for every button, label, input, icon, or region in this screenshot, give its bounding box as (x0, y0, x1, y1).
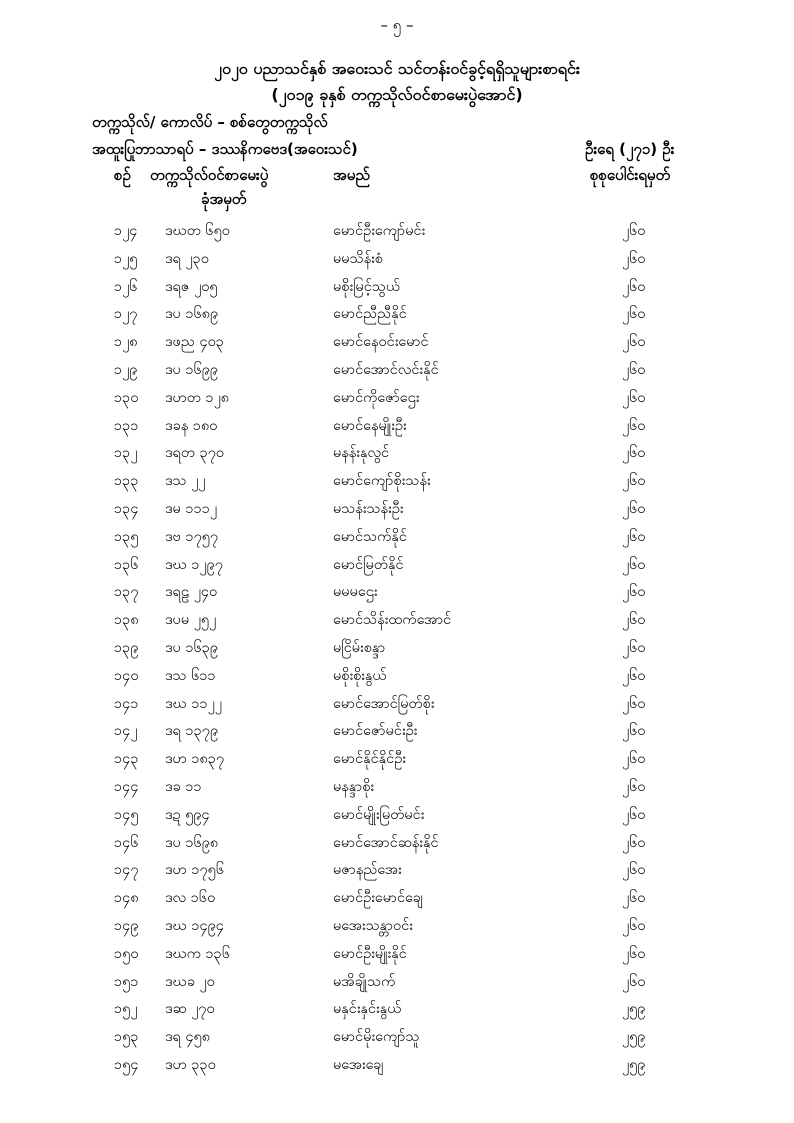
total-marks: ၂၆၀ (622, 667, 646, 684)
roll-number: ဒမ ၁၁၁၂ (165, 500, 218, 517)
student-name: မောင်ဦးမျိုးနိုင် (333, 945, 407, 962)
total-marks: ၂၆၀ (622, 250, 646, 267)
student-name: မောင်မြတ်နိုင် (333, 556, 404, 573)
total-marks: ၂၆၀ (622, 500, 646, 517)
table-row (0, 218, 794, 246)
student-name: မောင်မျိုးမြတ်မင်း (333, 806, 425, 823)
row-number: ၁၃၃ (114, 473, 139, 490)
table-row (0, 246, 794, 274)
total-count: ဦးရေ (၂၇၁) ဦး (585, 140, 675, 158)
roll-number: ဒသ ၂၂ (165, 473, 206, 490)
roll-number: ဒရ ၁၃၇၉ (165, 723, 219, 740)
student-name: မငြိမ်းစန္ဒာ (333, 639, 386, 656)
total-marks: ၂၆၀ (622, 223, 646, 239)
row-number: ၁၃၀ (114, 389, 139, 406)
row-number: ၁၄၆ (114, 834, 139, 851)
roll-number: ဒဃက ၁၃၆ (165, 945, 230, 962)
total-marks: ၂၆၀ (622, 890, 646, 907)
total-marks: ၂၅၉ (622, 1029, 646, 1046)
roll-number: ဒပ ၁၆၉၉ (165, 361, 219, 378)
student-name: မနန္ဒာစိုး (333, 778, 375, 795)
student-name: မောင်အောင်ဆန်းနိုင် (333, 834, 439, 851)
row-number: ၁၂၅ (114, 250, 138, 267)
student-name: မောင်နေမျိုးဦး (333, 417, 407, 434)
row-number: ၁၃၈ (114, 612, 139, 629)
row-number: ၁၃၅ (114, 528, 139, 545)
table-row (0, 385, 794, 413)
total-marks: ၂၆၀ (622, 584, 646, 601)
total-marks: ၂၆၀ (622, 973, 646, 990)
row-number: ၁၃၁ (114, 417, 139, 434)
department-label: အထူးပြုဘာသာရပ် – ဒဿနိကဗေဒ(အဝေးသင်) (92, 140, 358, 158)
total-marks: ၂၆၀ (622, 417, 646, 434)
roll-number: ဒဟတ ၁၂၈ (165, 389, 230, 406)
row-number: ၁၅၃ (114, 1029, 139, 1046)
row-number: ၁၂၄ (114, 223, 138, 239)
student-name: မောင်နေဝင်းမောင် (333, 334, 429, 351)
total-marks: ၂၆၀ (622, 556, 646, 573)
row-number: ၁၂၈ (114, 334, 138, 351)
row-number: ၁၂၇ (114, 306, 138, 323)
total-marks: ၂၆၀ (622, 473, 646, 490)
university-label: တက္ကသိုလ်/ ကောလိပ် – စစ်တွေတက္ကသိုလ် (92, 113, 328, 131)
student-name: မမမဌေး (333, 584, 378, 601)
row-number: ၁၄၉ (114, 917, 139, 934)
roll-number: ဒပ ၁၆၈၉ (165, 306, 219, 323)
student-name: မောင်ကျော်စိုးသန်း (333, 473, 431, 490)
total-marks: ၂၆၀ (622, 334, 646, 351)
table-row (0, 552, 794, 580)
total-marks: ၂၆၀ (622, 862, 646, 879)
student-name: မောင်ဦးကျော်မင်း (333, 223, 426, 239)
roll-number: ဒသ ၆၁၁ (165, 667, 216, 684)
table-row (0, 774, 794, 802)
student-name: မောင်ကိုဇော်ဌေး (333, 389, 420, 406)
total-marks: ၂၆၀ (622, 639, 646, 656)
student-name: မောင်မိုးကျော်သူ (333, 1029, 420, 1046)
table-row (0, 913, 794, 941)
table-row (0, 969, 794, 997)
roll-number: ဒဃ ၁၄၉၄ (165, 917, 224, 934)
row-number: ၁၅၀ (114, 945, 139, 962)
header-name: အမည် (333, 166, 370, 184)
roll-number: ဒရ ၂၃၀ (165, 250, 209, 267)
row-number: ၁၅၄ (114, 1056, 139, 1073)
page-number: – ၅ – (380, 16, 414, 34)
row-number: ၁၄၇ (114, 862, 139, 879)
table-row (0, 357, 794, 385)
student-list (0, 218, 794, 1080)
table-row (0, 496, 794, 524)
table-row (0, 468, 794, 496)
student-name: မစိုးမြင့်သွယ် (333, 278, 400, 295)
row-number: ၁၄၂ (114, 723, 138, 740)
roll-number: ဒခန ၁၈၀ (165, 417, 218, 434)
student-name: မသန်းသန်းဦး (333, 500, 404, 517)
total-marks: ၂၆၀ (622, 695, 646, 712)
row-number: ၁၃၉ (114, 639, 139, 656)
roll-number: ဒလ ၁၆၀ (165, 890, 216, 907)
student-name: မောင်ညီညီနိုင် (333, 306, 407, 323)
table-row (0, 1024, 794, 1052)
student-name: မအိချိုသက် (333, 973, 396, 990)
document-subtitle: (၂၀၁၉ ခုနှစ် တက္ကသိုလ်ဝင်စာမေးပွဲအောင်) (271, 85, 523, 104)
header-roll-number: တက္ကသိုလ်ဝင်စာမေးပွဲ (150, 166, 269, 184)
row-number: ၁၄၀ (114, 667, 139, 684)
student-name: မောင်ဦးမောင်ချေ (333, 890, 423, 907)
table-row (0, 524, 794, 552)
table-row (0, 663, 794, 691)
table-row (0, 413, 794, 441)
roll-number: ဒဃခ ၂၀ (165, 973, 215, 990)
row-number: ၁၄၄ (114, 778, 139, 795)
row-number: ၁၂၆ (114, 278, 138, 295)
roll-number: ဒရတ ၃၇၀ (165, 445, 225, 462)
row-number: ၁၄၃ (114, 751, 139, 768)
total-marks: ၂၆၀ (622, 612, 646, 629)
roll-number: ဒဖည ၄၀၃ (165, 334, 224, 351)
row-number: ၁၃၇ (114, 584, 139, 601)
total-marks: ၂၆၀ (622, 528, 646, 545)
student-name: မနှင်းနှင်းနွယ် (333, 1001, 402, 1018)
total-marks: ၂၆၀ (622, 445, 646, 462)
row-number: ၁၃၂ (114, 445, 138, 462)
table-row (0, 691, 794, 719)
row-number: ၁၂၉ (114, 361, 138, 378)
student-name: မအေးချေ (333, 1056, 384, 1073)
total-marks: ၂၆၀ (622, 361, 646, 378)
table-row (0, 802, 794, 830)
roll-number: ဒပ ၁၆၉၈ (165, 834, 219, 851)
total-marks: ၂၆၀ (622, 806, 646, 823)
roll-number: ဒဟ ၁၈၃၇ (165, 751, 225, 768)
table-row (0, 301, 794, 329)
table-row (0, 941, 794, 969)
student-name: မဇာနည်အေး (333, 862, 402, 879)
table-row (0, 718, 794, 746)
roll-number: ဒပ ၁၆၃၉ (165, 639, 219, 656)
student-name: မောင်အောင်လင်းနိုင် (333, 361, 439, 378)
header-no: စဉ် (114, 166, 131, 184)
table-row (0, 885, 794, 913)
student-name: မောင်ဇော်မင်းဦး (333, 723, 418, 740)
table-row (0, 1052, 794, 1080)
total-marks: ၂၆၀ (622, 945, 646, 962)
table-row (0, 830, 794, 858)
table-row (0, 857, 794, 885)
student-name: မမသိန်းစံ (333, 250, 383, 267)
total-marks: ၂၆၀ (622, 278, 646, 295)
row-number: ၁၄၅ (114, 806, 139, 823)
roll-number: ဒခ ၁၁ (165, 778, 202, 795)
student-name: မောင်အောင်မြတ်စိုး (333, 695, 435, 712)
row-number: ၁၃၆ (114, 556, 139, 573)
table-row (0, 440, 794, 468)
row-number: ၁၃၄ (114, 500, 139, 517)
roll-number: ဒဗ ၁၇၅၇ (165, 528, 219, 545)
table-row (0, 746, 794, 774)
student-name: မောင်သက်နိုင် (333, 528, 407, 545)
roll-number: ဒဍ ၅၉၄ (165, 806, 210, 823)
table-row (0, 996, 794, 1024)
total-marks: ၂၆၀ (622, 723, 646, 740)
total-marks: ၂၅၉ (622, 1001, 646, 1018)
total-marks: ၂၆၀ (622, 778, 646, 795)
row-number: ၁၄၈ (114, 890, 139, 907)
roll-number: ဒဃ ၁၁၂၂ (165, 695, 222, 712)
roll-number: ဒဟ ၃၃၀ (165, 1056, 216, 1073)
student-name: မောင်သိန်းထက်အောင် (333, 612, 452, 629)
total-marks: ၂၆၀ (622, 917, 646, 934)
roll-number: ဒဟ ၁၇၅၆ (165, 862, 224, 879)
row-number: ၁၄၁ (114, 695, 139, 712)
total-marks: ၂၆၀ (622, 834, 646, 851)
roll-number: ဒပမ ၂၅၂ (165, 612, 217, 629)
total-marks: ၂၆၀ (622, 751, 646, 768)
table-row (0, 329, 794, 357)
roll-number: ဒဃတ ၆၅၀ (165, 223, 230, 239)
student-name: မစိုးစိုးနွယ် (333, 667, 387, 684)
total-marks: ၂၆၀ (622, 306, 646, 323)
total-marks: ၂၅၉ (622, 1056, 646, 1073)
roll-number: ဒဆ ၂၇၀ (165, 1001, 215, 1018)
row-number: ၁၅၁ (114, 973, 139, 990)
roll-number: ဒဃ ၁၂၉၇ (165, 556, 223, 573)
row-number: ၁၅၂ (114, 1001, 138, 1018)
roll-number: ဒရဠ ၂၄၀ (165, 584, 218, 601)
table-row (0, 579, 794, 607)
student-name: မောင်နိုင်နိုင်ဦး (333, 751, 406, 768)
roll-number: ဒရဇ ၂၀၅ (165, 278, 218, 295)
table-row (0, 274, 794, 302)
header-marks: စုစုပေါင်းရမှတ် (590, 166, 671, 184)
student-name: မနန်းနုလွင် (333, 445, 390, 462)
total-marks: ၂၆၀ (622, 389, 646, 406)
table-row (0, 635, 794, 663)
student-name: မအေးသန္တာဝင်း (333, 917, 413, 934)
header-roll-number-line2: ခုံအမှတ် (201, 190, 247, 208)
table-row (0, 607, 794, 635)
document-title: ၂၀၂၀ ပညာသင်နှစ် အဝေးသင် သင်တန်းဝင်ခွင့်ရရှိသူများစာရင်း (214, 59, 580, 78)
roll-number: ဒရ ၄၅၈ (165, 1029, 211, 1046)
